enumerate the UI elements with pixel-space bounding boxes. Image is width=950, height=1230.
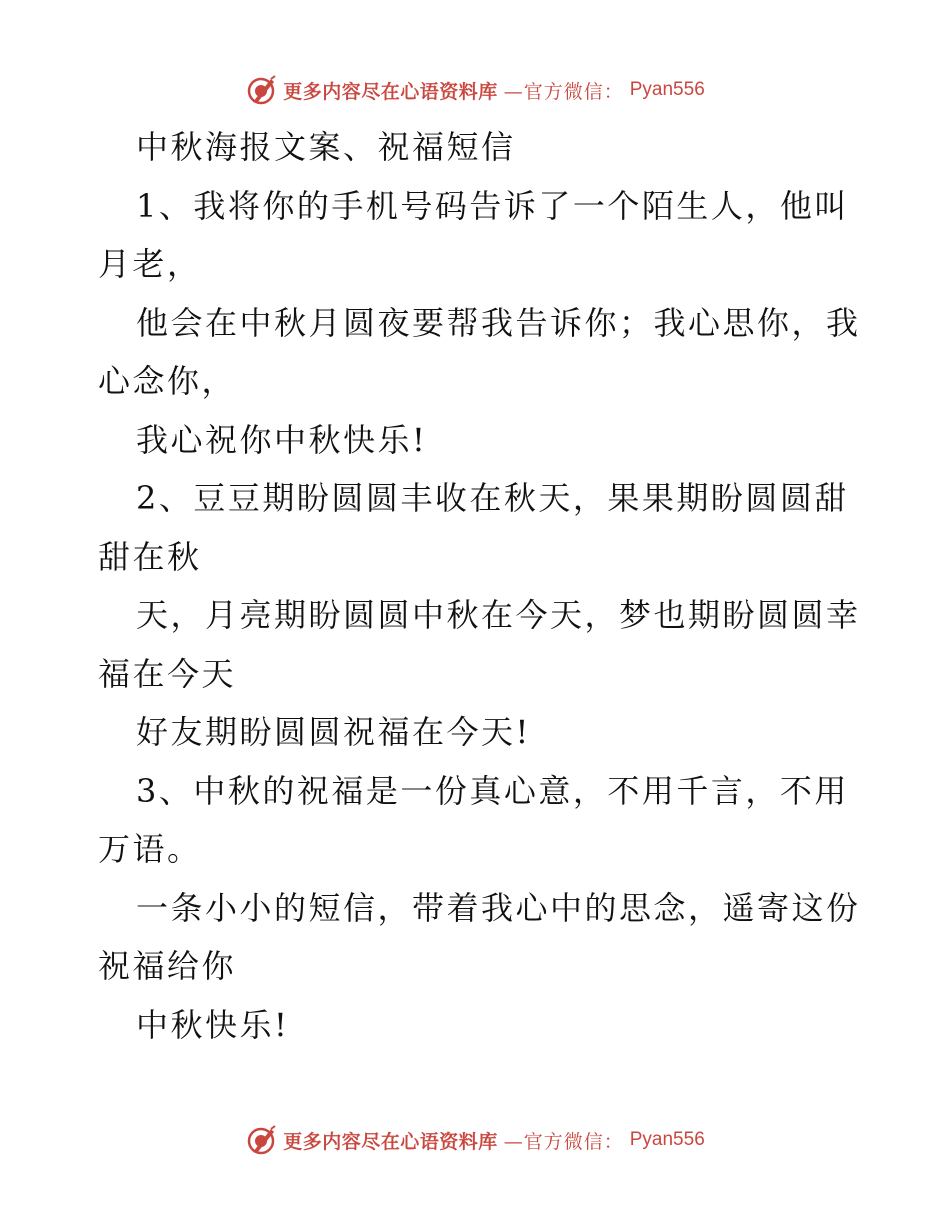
quill-logo-icon — [245, 74, 277, 106]
text-line: 祝福给你 — [98, 947, 237, 985]
header-banner — [0, 70, 950, 110]
footer-wechat-label: —官方微信： — [503, 1130, 624, 1153]
document-body — [98, 118, 861, 1054]
text-line: 一条小小的短信，带着我心中的思念，遥寄这份 — [136, 888, 861, 927]
text-line: 我心祝你中秋快乐! — [136, 420, 428, 459]
text-line: 他会在中秋月圆夜要帮我告诉你；我心思你，我 — [136, 303, 861, 342]
text-line: 万语。 — [98, 830, 202, 868]
footer-wechat-id: Pyan556 — [629, 1129, 705, 1150]
quill-logo-icon — [245, 1124, 277, 1156]
text-line: 好友期盼圆圆祝福在今天! — [136, 713, 531, 751]
text-line: 3、中秋的祝福是一份真心意，不用千言，不用 — [136, 771, 849, 810]
text-line: 甜在秋 — [98, 537, 202, 576]
document-title: 中秋海报文案、祝福短信 — [136, 128, 516, 166]
header-wechat-label: —官方微信： — [503, 80, 624, 103]
header-wechat-id: Pyan556 — [629, 79, 705, 100]
footer-banner — [0, 1120, 950, 1160]
footer-brand-text: 更多内容尽在心语资料库 — [283, 1130, 498, 1153]
text-line: 福在今天 — [98, 654, 237, 693]
text-line: 天，月亮期盼圆圆中秋在今天，梦也期盼圆圆幸 — [136, 596, 861, 634]
text-line: 中秋快乐! — [136, 1005, 290, 1044]
text-line: 1、我将你的手机号码告诉了一个陌生人，他叫 — [136, 186, 849, 225]
header-brand-text: 更多内容尽在心语资料库 — [283, 80, 498, 103]
text-line: 2、豆豆期盼圆圆丰收在秋天，果果期盼圆圆甜 — [136, 479, 849, 517]
text-line: 心念你， — [98, 362, 237, 400]
text-line: 月老， — [98, 245, 202, 283]
